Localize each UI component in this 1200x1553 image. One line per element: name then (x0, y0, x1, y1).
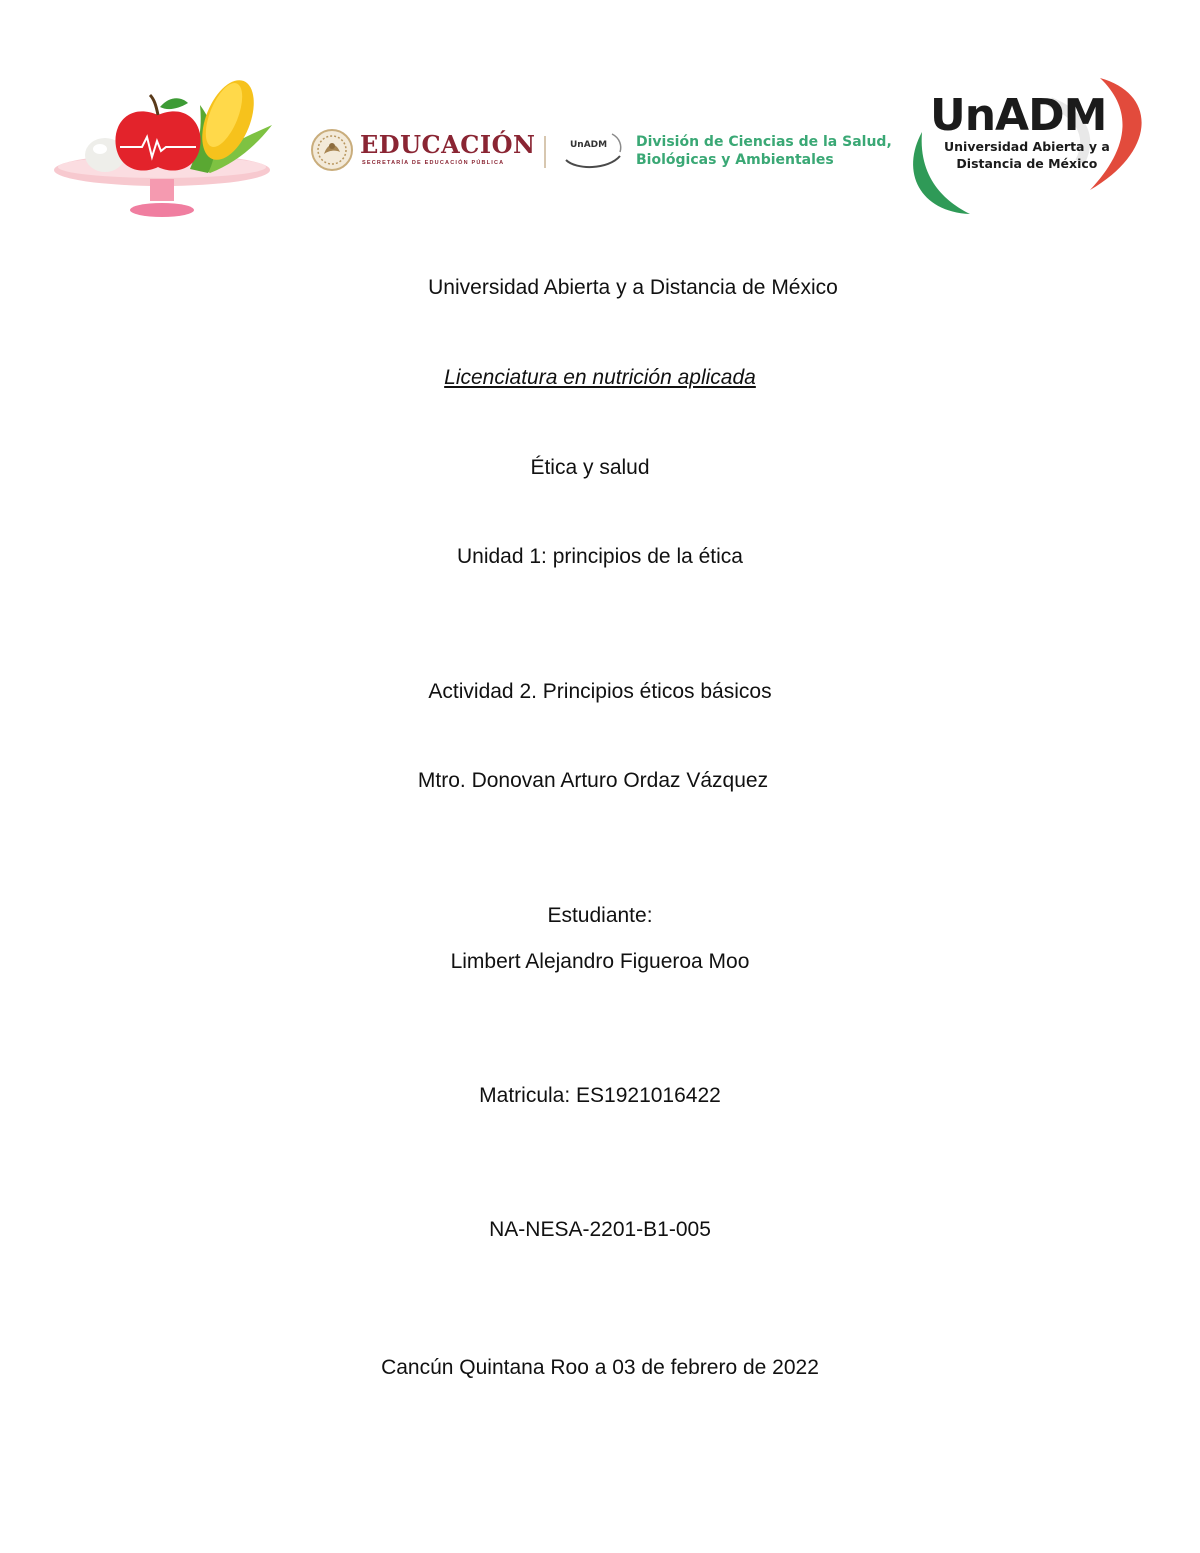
unadm-subtitle (944, 138, 1110, 172)
degree-name-text: Licenciatura en nutrición aplicada (444, 366, 756, 389)
unadm-subtitle-line-1: Universidad Abierta y a (944, 139, 1110, 154)
place-date-text: Cancún Quintana Roo a 03 de febrero de 2022 (381, 1356, 819, 1379)
apple-corn-cake-stand-icon (50, 75, 280, 225)
teacher-name (0, 768, 1200, 794)
division-line-1: División de Ciencias de la Salud, (636, 134, 892, 150)
division-name (636, 133, 892, 169)
educacion-wordmark: EDUCACIÓN (360, 130, 536, 159)
university-name (0, 275, 1200, 301)
unadm-small-wordmark: UnADM (570, 140, 608, 150)
sep-subtitle: SECRETARÍA DE EDUCACIÓN PÚBLICA (362, 160, 505, 166)
unadm-logo (900, 72, 1160, 222)
food-logo (50, 75, 280, 225)
unadm-small-swoosh-icon (562, 130, 624, 170)
student-label-text: Estudiante: (547, 904, 653, 927)
university-name-text: Universidad Abierta y a Distancia de México (428, 276, 838, 299)
matricula (0, 1083, 1200, 1109)
degree-name (0, 365, 1200, 391)
division-line-2: Biológicas y Ambientales (636, 152, 834, 168)
student-name-text: Limbert Alejandro Figueroa Moo (450, 950, 750, 973)
place-date (0, 1355, 1200, 1381)
group-code-text: NA-NESA-2201-B1-005 (489, 1218, 711, 1241)
student-name (0, 949, 1200, 975)
unadm-wordmark: UnADM (930, 90, 1107, 141)
subject-name-text: Ética y salud (530, 456, 650, 479)
group-code (0, 1217, 1200, 1243)
teacher-name-text: Mtro. Donovan Arturo Ordaz Vázquez (417, 769, 769, 792)
unadm-small-logo (562, 130, 624, 170)
unadm-subtitle-line-2: Distancia de México (956, 156, 1098, 171)
subject-name (0, 455, 1200, 481)
unit-title (0, 544, 1200, 570)
matricula-text: Matricula: ES1921016422 (479, 1084, 721, 1107)
activity-title (0, 679, 1200, 705)
sep-educacion-logo (310, 124, 536, 178)
activity-title-text: Actividad 2. Principios éticos básicos (428, 680, 772, 703)
student-label (0, 903, 1200, 929)
mexican-coat-of-arms-seal-icon (310, 128, 354, 172)
unit-title-text: Unidad 1: principios de la ética (456, 545, 743, 568)
header-divider (544, 136, 546, 168)
